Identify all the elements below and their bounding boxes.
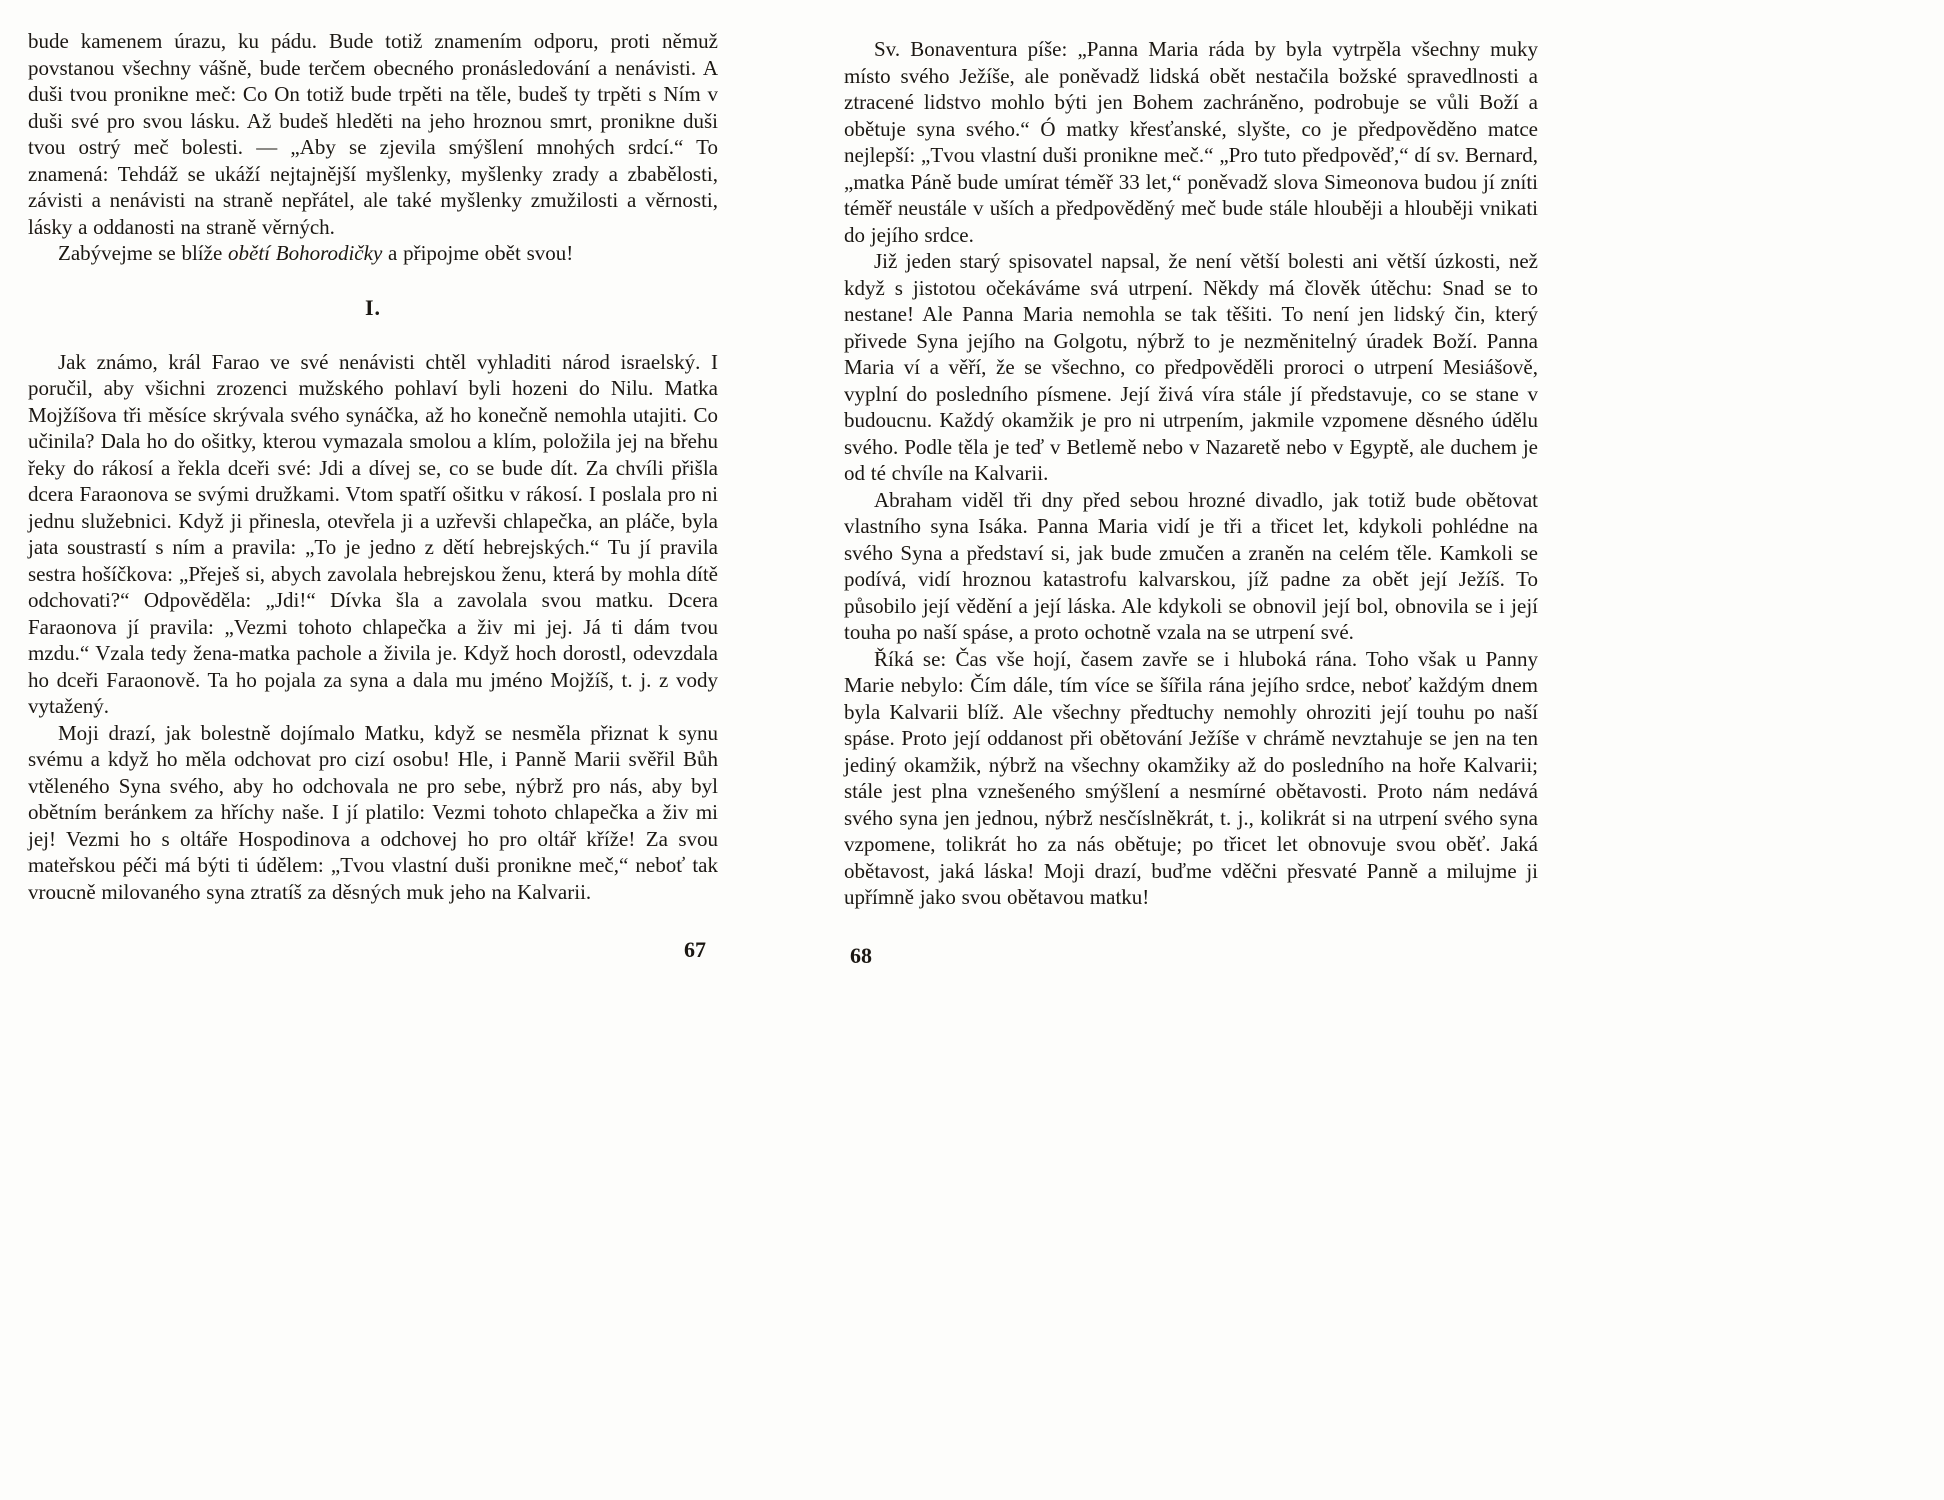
paragraph xyxy=(844,36,1538,248)
paragraph xyxy=(28,240,718,267)
page-left-text xyxy=(28,28,718,905)
paragraph xyxy=(844,646,1538,911)
text-segment: I. xyxy=(364,294,382,320)
text-segment: Abraham viděl tři dny před sebou hrozné divadlo, jak totiž bude obětovat vlastního syna Isáka. Panna Maria vidí je tři a třicet let, kdykoli pohlédne na svého Syna a představí si, jak bude zmučen a zraněn na celém těle. Kamkoli se podívá, vidí hroznou katastrofu kalvarskou, jíž padne za obět její Ježíš. To působilo její vědění a její láska. Ale kdykoli se obnovil její bol, obnovila se i její touha po naší spáse, a proto ochotně vzala na se utrpení své. xyxy=(844,487,1538,644)
paragraph xyxy=(844,487,1538,646)
text-segment: bude kamenem úrazu, ku pádu. Bude totiž znamením odporu, proti němuž povstanou všechny vášně, bude terčem obecného pronásledování a nenávisti. A duši tvou pronikne meč: Co On totiž bude trpěti na těle, budeš ty trpěti s Ním v duši své pro svou lásku. Až budeš hleděti na jeho hroznou smrt, pronikne duši tvou ostrý meč bolesti. — „Aby se zjevila smýšlení mnohých srdcí.“ To znamená: Tehdáž se ukáží nejtajnější myšlenky, myšlenky zrady a zbabělosti, závisti a nenávisti na straně nepřátel, ale také myšlenky zmužilosti a věrnosti, lásky a oddanosti na straně věrných. xyxy=(28,29,718,239)
italic-text-segment: obětí Bohorodičky xyxy=(228,241,383,265)
paragraph xyxy=(28,349,718,720)
section-heading xyxy=(28,295,718,321)
page-right-text xyxy=(844,36,1538,911)
text-segment: Říká se: Čas vše hojí, časem zavře se i hluboká rána. Toho však u Panny Marie nebylo: Čím dále, tím více se šířila rána jejího srdce, neboť každým dnem byla Kalvarii blíž. Ale všechny předtuchy nemohly ohroziti její touhu po naší spáse. Proto její oddanost při obětování Ježíše v chrámě nevztahuje se jen na ten jediný okamžik, nýbrž na všechny okamžiky až do posledního na hoře Kalvarii; stále jest plna vznešeného smýšlení a nesmírné obětavosti. Proto nám nedává svého syna jen jednou, nýbrž nesčíslněkrát, t. j., kolikrát si na utrpení svého syna vzpomene, tolikrát ho za nás obětuje; po třicet let obnovuje svou oběť. Jaká obětavost, jaká láska! Moji drazí, buďme vděčni přesvaté Panně a milujme ji upřímně jako svou obětavou matku! xyxy=(844,646,1538,909)
text-segment: Již jeden starý spisovatel napsal, že není větší bolesti ani větší úzkosti, než když s jistotou očekáváme svá utrpení. Někdy má člověk útěchu: Snad se to nestane! Ale Panna Maria nemohla se tak těšiti. To není jen lidský čin, který přivede Syna jejího na Golgotu, nýbrž to je nezměnitelný úradek Boží. Panna Maria ví a věří, že se všechno, co předpověděli proroci o utrpení Mesiášově, vyplní do posledního písmene. Její živá víra stále jí představuje, co se stane v budoucnu. Každý okamžik je pro ni utrpením, jakmile vzpomene děsného údělu svého. Podle těla je teď v Betlemě nebo v Nazaretě nebo v Egyptě, ale duchem je od té chvíle na Kalvarii. xyxy=(844,249,1538,485)
text-segment: a připojme obět svou! xyxy=(382,241,574,265)
page-right xyxy=(844,36,1538,969)
page-number-right: 68 xyxy=(850,942,872,968)
paragraph xyxy=(844,248,1538,487)
paragraph xyxy=(28,720,718,906)
text-segment: Moji drazí, jak bolestně dojímalo Matku, když se nesměla přiznat k synu svému a když ho měla odchovat pro cizí osobu! Hle, i Panně Marii svěřil Bůh vtěleného Syna svého, aby ho odchovala ne pro sebe, nýbrž pro nás, aby byl obětním beránkem za hříchy naše. I jí platilo: Vezmi tohoto chlapečka a živ mi jej! Vezmi ho s oltáře Hospodinova a odchovej ho pro oltář kříže! Za svou mateřskou péči má býti ti údělem: „Tvou vlastní duši pronikne meč,“ neboť tak vroucně milovaného syna ztratíš za děsných muk jeho na Kalvarii. xyxy=(28,720,718,904)
page-number-left: 67 xyxy=(684,937,706,962)
paragraph xyxy=(28,28,718,240)
text-segment: Jak známo, král Farao ve své nenávisti chtěl vyhladiti národ israelský. I poručil, aby všichni zrozenci mužského pohlaví byli hozeni do Nilu. Matka Mojžíšova tři měsíce skrývala svého synáčka, až ho konečně nemohla utajiti. Co učinila? Dala ho do ošitky, kterou vymazala smolou a klím, položila jej na břehu řeky do rákosí a řekla dceři své: Jdi a dívej se, co se bude dít. Za chvíli přišla dcera Faraonova se svými družkami. Vtom spatří ošitku v rákosí. I poslala pro ni jednu služebnici. Když ji přinesla, otevřela ji a uzřevši chlapečka, an pláče, byla jata soustrastí s ním a pravila: „To je jedno z dětí hebrejských.“ Tu jí pravila sestra hošíčkova: „Přeješ si, abych zavolala hebrejskou ženu, která by mohla dítě odchovati?“ Odpověděla: „Jdi!“ Dívka šla a zavolala svou matku. Dcera Faraonova jí pravila: „Vezmi tohoto chlapečka a živ mi jej. Já ti dám tvou mzdu.“ Vzala tedy žena-matka pachole a živila je. Když hoch dorostl, odevzdala ho dceři Faraonově. Ta ho pojala za syna a dala mu jméno Mojžíš, t. j. z vody vytažený. xyxy=(28,349,718,718)
text-segment: Sv. Bonaventura píše: „Panna Maria ráda by byla vytrpěla všechny muky místo svého Ježíše, ale poněvadž lidská obět nestačila božské spravedlnosti a ztracené lidstvo mohlo býti jen Bohem zachráněno, podrobuje se vůli Boží a obětuje syna svého.“ Ó matky křesťanské, slyšte, co je předpověděno matce nejlepší: „Tvou vlastní duši pronikne meč.“ „Pro tuto předpověď,“ dí sv. Bernard, „matka Páně bude umírat téměř 33 let,“ poněvadž slova Simeonova budou jí zníti téměř neustále v uších a předpověděný meč bude stále hlouběji a hlouběji vnikati do jejího srdce. xyxy=(844,37,1538,247)
page-left xyxy=(28,28,718,963)
text-segment: Zabývejme se blíže xyxy=(58,241,229,265)
